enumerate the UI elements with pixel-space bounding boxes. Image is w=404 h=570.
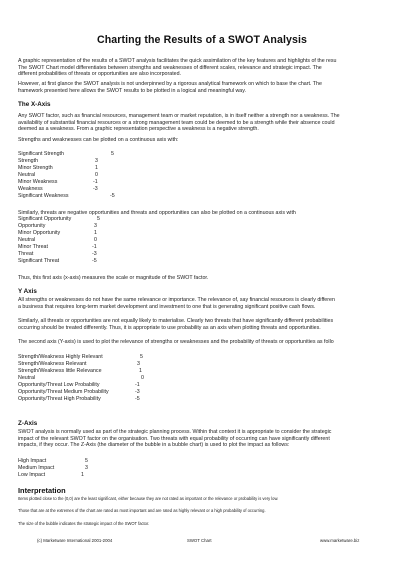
scale-value: 3 [137, 361, 140, 367]
scale-value: 5 [140, 354, 143, 360]
interpretation-line: The size of the bubble indicates the strategic impact of the SWOT factor. [18, 521, 150, 526]
scale-value: 5 [85, 458, 88, 464]
z-axis-paragraph-line: SWOT analysis is normally used as part of the strategic planning process. Within that context it is appropriate to consider the strategic [18, 429, 332, 435]
z-axis-paragraph-line: impacts, if they occur. The Z-Axis (the diameter of the bubble in a bubble chart) is used to plot the impact as follows: [18, 442, 290, 448]
scale-value: 5 [111, 151, 114, 157]
scale-row [18, 375, 144, 382]
scale-label: Minor Threat [18, 244, 48, 250]
scale-row [18, 193, 115, 200]
scale-row [18, 472, 84, 479]
scale-label: Neutral [18, 375, 36, 381]
interpretation-heading: Interpretation [18, 486, 66, 495]
scale-row [18, 237, 97, 244]
scale-value: -5 [135, 396, 140, 402]
scale-label: Opportunity/Threat Low Probability [18, 382, 100, 388]
scale-row [18, 354, 143, 361]
x-axis-paragraph-line: Thus, this first axis (x-axis) measures the scale or magnitude of the SWOT factor. [18, 275, 209, 281]
scale-label: Low Impact [18, 472, 46, 478]
intro-line: A graphic representation of the results of a SWOT analysis facilitates the quick assimilation of the key features and highlights of the resu [18, 58, 337, 64]
y-axis-paragraph-line: All strengths or weaknesses do not have the same relevance or importance. The relevance of, say financial resources is clearly differen [18, 297, 335, 303]
intro-line: The SWOT Chart model differentiates between strengths and weaknesses of different scales, relevance and strategic impact. The [18, 64, 322, 71]
scale-row [18, 158, 98, 165]
y-axis-paragraph-line: Similarly, all threats or opportunities are not equally likely to materialise. Clearly two threats that have significantly different probabilities [18, 318, 334, 324]
y-axis-paragraph-line: a business that requires long-term market development and investment to one that is generating significant positive cash flows. [18, 303, 316, 310]
footer-website-link[interactable]: www.marketware.biz [320, 538, 360, 543]
intro-line: framework presented here allows the SWOT results to be plotted in a logical and meaningful way. [18, 87, 246, 94]
scale-label: Significant Strength [18, 151, 64, 157]
y-axis-paragraph-line: The second axis (Y-axis) is used to plot the relevance of strengths or weaknesses and the probability of threats or opportunities as follo [18, 339, 334, 345]
scale-row [18, 396, 140, 403]
scale-value: -3 [135, 389, 140, 395]
scale-value: -5 [92, 258, 97, 264]
scale-label: Weakness [18, 186, 43, 192]
scale-row [18, 165, 98, 172]
scale-label: Opportunity/Threat High Probability [18, 396, 101, 402]
scale-label: Opportunity/Threat Medium Probability [18, 389, 109, 395]
scale-label: Threat [18, 251, 34, 257]
scale-row [18, 382, 140, 389]
scale-label: High Impact [18, 458, 47, 464]
scale-value: 3 [85, 465, 88, 471]
scale-row [18, 186, 98, 193]
x-axis-paragraph-line: deemed as a weakness. From a graphic representation perspective a weakness is a negative strength. [18, 126, 259, 132]
scale-row [18, 244, 97, 251]
scale-label: Strength/Weakness Relevant [18, 361, 87, 367]
scale-row [18, 216, 100, 223]
scale-label: Strength/Weakness Highly Relevant [18, 354, 103, 360]
scale-value: -1 [93, 179, 98, 185]
scale-value: -1 [135, 382, 140, 388]
scale-label: Minor Opportunity [18, 230, 61, 236]
scale-value: 1 [81, 472, 84, 478]
y-axis-paragraph-line: occurring should be treated differently. Thus, it is appropriate to use probability as an axis when plotting threats and opportunities. [18, 324, 321, 331]
footer-document-name: SWOT Chart [187, 538, 212, 543]
scale-row [18, 172, 98, 179]
scale-label: Significant Threat [18, 258, 60, 264]
scale-row [18, 258, 97, 265]
scale-label: Medium Impact [18, 465, 55, 471]
scale-label: Minor Strength [18, 165, 53, 171]
scale-row [18, 251, 97, 258]
scale-value: 5 [97, 216, 100, 222]
scale-value: 0 [141, 375, 144, 381]
scale-row [18, 179, 98, 186]
z-axis-paragraph-line: impact of the relevant SWOT factor on the organisation. Two threats with equal probability of occurring can have significantly different [18, 435, 330, 442]
scale-value: 1 [139, 368, 142, 374]
interpretation-line: Items plotted close to the (0,0) are the least significant, either because they are not rated as important or the relevance or probability is very low. [18, 496, 279, 501]
scale-row [18, 230, 97, 237]
page-title: Charting the Results of a SWOT Analysis [96, 34, 308, 46]
scale-label: Neutral [18, 172, 36, 178]
scale-label: Significant Weakness [18, 193, 69, 199]
x-axis-paragraph-line: Similarly, threats are negative opportunities and threats and opportunities can also be plotted on a continuous axis with [18, 210, 296, 216]
scale-label: Opportunity [18, 223, 46, 229]
scale-row [18, 389, 140, 396]
scale-value: -3 [92, 251, 97, 257]
x-axis-paragraph-line: Strengths and weaknesses can be plotted on a continuous axis with: [18, 137, 179, 143]
intro-line: different probabilities of threats or opportunities are also incorporated. [18, 71, 182, 77]
scale-value: 3 [94, 223, 97, 229]
scale-row [18, 368, 142, 375]
scale-value: 0 [94, 237, 97, 243]
scale-row [18, 458, 88, 465]
scale-value: 1 [95, 165, 98, 171]
scale-row [18, 223, 97, 230]
scale-label: Strength [18, 158, 39, 164]
scale-value: 0 [95, 172, 98, 178]
x-axis-paragraph-line: Any SWOT factor, such as financial resources, management team or market reputation, is in itself neither a strength nor a weakness. The [18, 113, 340, 119]
x-axis-heading: The X-Axis [18, 101, 51, 108]
scale-label: Significant Opportunity [18, 216, 72, 222]
footer-copyright: (c) Marketware International 2001-2004 [37, 538, 113, 543]
scale-row [18, 361, 140, 368]
y-axis-heading: Y Axis [18, 288, 37, 295]
scale-value: -3 [93, 186, 98, 192]
scale-label: Minor Weakness [18, 179, 58, 185]
scale-row [18, 151, 114, 158]
interpretation-line: Those that are at the extremes of the chart are rated as most important and are rated as highly relevant or a high probability of occurring. [18, 508, 266, 513]
scale-value: -1 [92, 244, 97, 250]
x-axis-paragraph-line: availability of substantial financial resources or a strong management team could be deemed to be a strength while their absence could [18, 119, 335, 126]
scale-value: 1 [94, 230, 97, 236]
scale-label: Strength/Weakness little Relevance [18, 368, 102, 374]
scale-value: -5 [110, 193, 115, 199]
intro-line: However, at first glance the SWOT analysis is not underpinned by a rigorous analytical framework on which to base the chart. The [18, 81, 322, 87]
scale-row [18, 465, 88, 472]
scale-value: 3 [95, 158, 98, 164]
scale-label: Neutral [18, 237, 36, 243]
z-axis-heading: Z-Axis [18, 420, 38, 427]
